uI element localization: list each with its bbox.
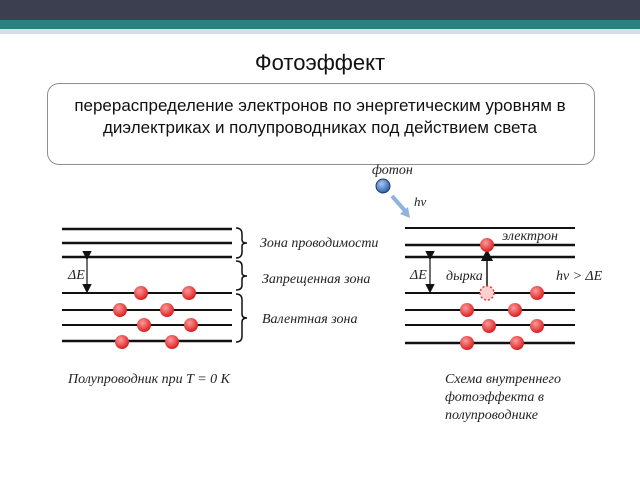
hole [480, 286, 494, 300]
left-delta-e-label: ΔE [68, 268, 85, 283]
right-caption-line-2: фотоэффекта в [445, 390, 544, 405]
photon [376, 179, 390, 193]
left-diagram [62, 228, 378, 387]
definition-text: перераспределение электронов по энергетическим уровням в диэлектриках и полупроводниках под действием света [74, 96, 566, 137]
electron [182, 286, 196, 300]
left-caption: Полупроводник при T = 0 K [68, 372, 230, 387]
electron [160, 303, 174, 317]
electron [508, 303, 522, 317]
electron [165, 335, 179, 349]
excited-electron [480, 238, 494, 252]
conduction-zone-label: Зона проводимости [260, 236, 379, 251]
slide-title: Фотоэффект [254, 50, 386, 75]
right-valence-lines [405, 293, 575, 343]
valence-zone-label: Валентная зона [262, 312, 358, 327]
electron [482, 319, 496, 333]
hole-label: дырка [446, 269, 483, 284]
left-conduction-lines [62, 229, 232, 257]
right-caption-line-1: Схема внутреннего [445, 372, 561, 387]
electron [134, 286, 148, 300]
photon-label: фотон [372, 163, 413, 178]
right-caption [445, 372, 561, 423]
right-electrons [460, 286, 544, 350]
right-diagram [372, 163, 603, 423]
photon-arrow [392, 196, 406, 212]
left-brackets [236, 228, 247, 342]
electron [115, 335, 129, 349]
left-valence-lines [62, 293, 232, 341]
electron [460, 336, 474, 350]
photon-hv-label: hν [414, 194, 427, 209]
condition-label: hν > ΔE [556, 269, 603, 284]
electron [460, 303, 474, 317]
electron [530, 286, 544, 300]
electron [137, 318, 151, 332]
electron [510, 336, 524, 350]
electron [113, 303, 127, 317]
forbidden-zone-label: Запрещенная зона [262, 272, 371, 287]
electron [530, 319, 544, 333]
electron [184, 318, 198, 332]
right-delta-e-label: ΔE [410, 268, 427, 283]
right-caption-line-3: полупроводнике [445, 408, 538, 423]
left-electrons [113, 286, 198, 349]
electron-label: электрон [502, 229, 558, 244]
